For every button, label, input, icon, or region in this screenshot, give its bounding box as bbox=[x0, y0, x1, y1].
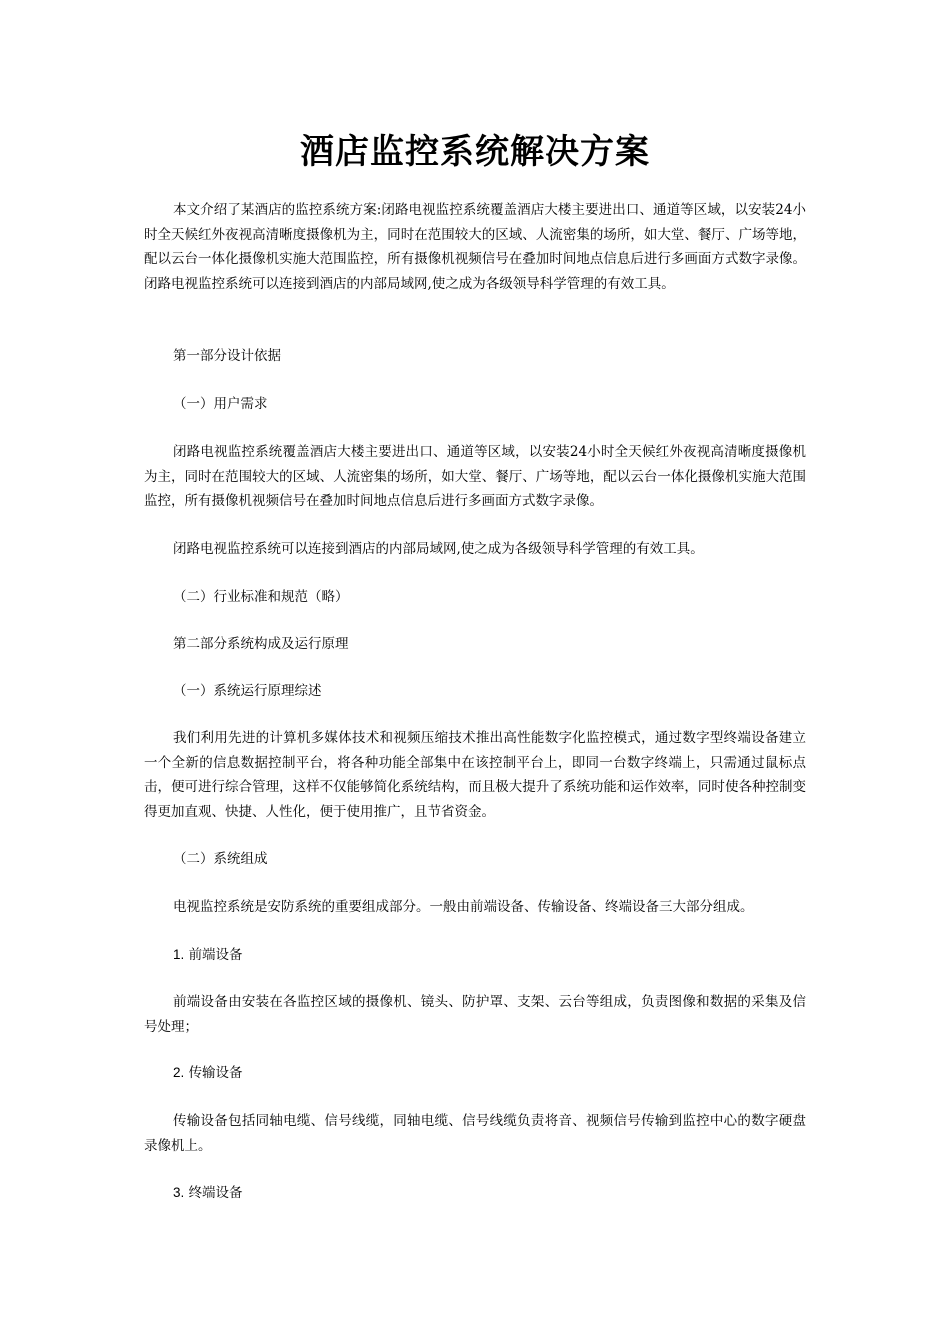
item-label: 前端设备 bbox=[188, 947, 243, 963]
part2-heading: 第二部分系统构成及运行原理 bbox=[173, 636, 349, 652]
part1-heading: 第一部分设计依据 bbox=[173, 348, 281, 364]
section-standards-heading: （二）行业标准和规范（略） bbox=[173, 589, 349, 605]
item-label: 终端设备 bbox=[188, 1185, 243, 1201]
item-terminal-heading bbox=[144, 1181, 806, 1206]
item-transmission-heading bbox=[144, 1061, 806, 1086]
section-principle-heading: （一）系统运行原理综述 bbox=[173, 683, 322, 699]
composition-paragraph: 电视监控系统是安防系统的重要组成部分。一般由前端设备、传输设备、终端设备三大部分组成。 bbox=[173, 899, 754, 915]
transmission-paragraph: 传输设备包括同轴电缆、信号线缆，同轴电缆、信号线缆负责将音、视频信号传输到监控中心的数字硬盘录像机上。 bbox=[144, 1113, 806, 1154]
section-user-requirements-heading: （一）用户需求 bbox=[173, 396, 268, 412]
section-composition-heading: （二）系统组成 bbox=[173, 851, 268, 867]
intro-paragraph: 本文介绍了某酒店的监控系统方案:闭路电视监控系统覆盖酒店大楼主要进出口、通道等区域，以安装24小时全天候红外夜视高清晰度摄像机为主，同时在范围较大的区域、人流密集的场所，如大堂、餐厅、广场等地，配以云台一体化摄像机实施大范围监控，所有摄像机视频信号在叠加时间地点信息后进行多画面方式数字录像。闭路电视监控系统可以连接到酒店的内部局域网,使之成为各级领导科学管理的有效工具。 bbox=[144, 202, 806, 292]
item-front-end-heading bbox=[144, 943, 806, 968]
item-number: 1. bbox=[173, 947, 185, 962]
front-end-paragraph: 前端设备由安装在各监控区域的摄像机、镜头、防护罩、支架、云台等组成，负责图像和数据的采集及信号处理； bbox=[144, 994, 806, 1035]
item-label: 传输设备 bbox=[188, 1065, 243, 1081]
item-number: 2. bbox=[173, 1065, 185, 1080]
user-requirements-paragraph: 闭路电视监控系统覆盖酒店大楼主要进出口、通道等区域，以安装24小时全天候红外夜视高清晰度摄像机为主，同时在范围较大的区域、人流密集的场所，如大堂、餐厅、广场等地，配以云台一体化摄像机实施大范围监控，所有摄像机视频信号在叠加时间地点信息后进行多画面方式数字录像。 bbox=[144, 444, 806, 509]
principle-paragraph: 我们利用先进的计算机多媒体技术和视频压缩技术推出高性能数字化监控模式，通过数字型终端设备建立一个全新的信息数据控制平台，将各种功能全部集中在该控制平台上，即同一台数字终端上，只需通过鼠标点击，便可进行综合管理，这样不仅能够简化系统结构，而且极大提升了系统功能和运作效率，同时使各种控制变得更加直观、快捷、人性化，便于使用推广，且节省资金。 bbox=[144, 730, 806, 820]
lan-connection-paragraph: 闭路电视监控系统可以连接到酒店的内部局域网,使之成为各级领导科学管理的有效工具。 bbox=[173, 541, 704, 557]
document-title: 酒店监控系统解决方案 bbox=[300, 132, 650, 172]
item-number: 3. bbox=[173, 1185, 185, 1200]
